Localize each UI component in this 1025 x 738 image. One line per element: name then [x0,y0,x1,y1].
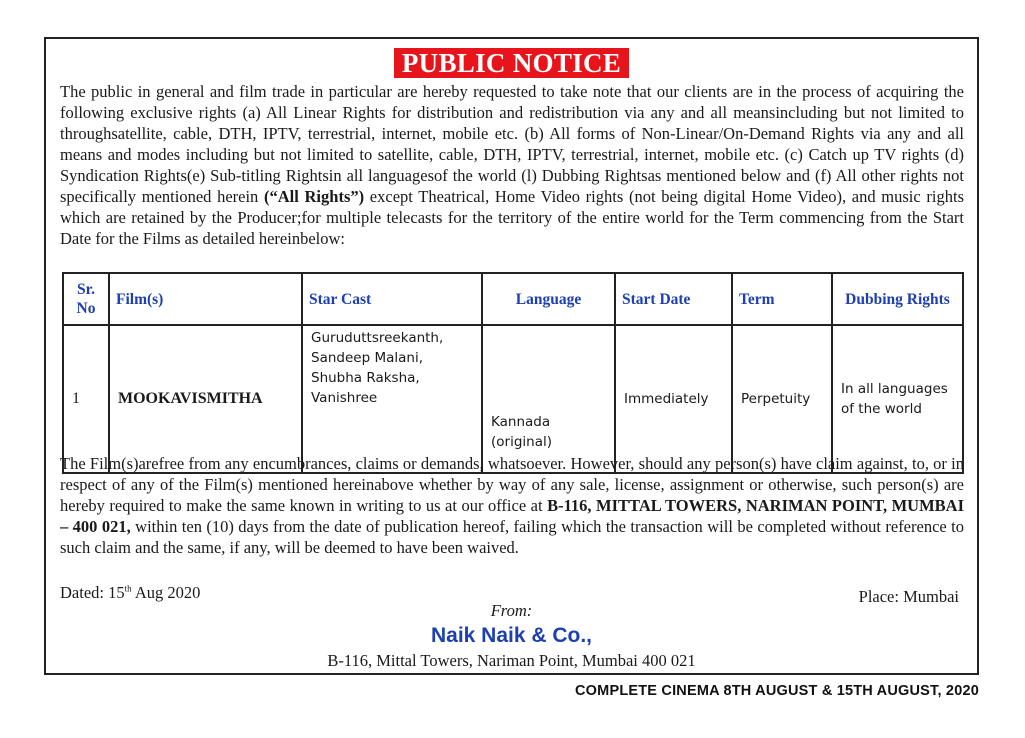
header-star-cast: Star Cast [302,273,482,325]
closing-paragraph [60,453,964,569]
cell-film: MOOKAVISMITHA [109,325,302,473]
header-sr-no: Sr. No [63,273,109,325]
firm-name: Naik Naik & Co., [430,624,593,647]
publication-footer: COMPLETE CINEMA 8TH AUGUST & 15TH AUGUST, 2020 [575,683,979,699]
cell-dubbing: In all languages of the world [832,325,963,473]
dated-prefix: Dated: 15 [60,583,125,602]
intro-text-1: The public in general and film trade in particular are hereby requested to take note that our clients are in the process of acquiring the following exclusive rights (a) All Linear Rights for distribution and redistribution via any and all meansincluding but not limited to throughsatellite, cable, DTH, IPTV, terrestrial, internet, mobile etc. (b) All forms of Non-Linear/On-Demand Rights via any and all means and modes including but not limited to satellite, cable, DTH, IPTV, terrestrial, internet, mobile etc. (c) Catch up TV rights (d) Syndication Rights(e) Sub-titling Rightsin all languagesof the world (l) Dubbing Rightsas mentioned below and (f) All other rights not specifically mentioned herein [60,82,964,206]
closing-text-2: within ten (10) days from the date of publication hereof, failing which the transaction will be completed without reference to such claim and the same, if any, will be deemed to have been waived. [60,517,964,557]
header-language: Language [482,273,615,325]
header-start-date: Start Date [615,273,732,325]
place-line: Place: Mumbai [858,587,959,606]
header-dubbing-rights: Dubbing Rights [832,273,963,325]
cell-start-date: Immediately [615,325,732,473]
firm-address: B-116, Mittal Towers, Nariman Point, Mumbai 400 021 [327,651,696,670]
table-header-row [63,273,963,325]
cell-cast: Guruduttsreekanth, Sandeep Malani, Shubha Raksha, Vanishree [302,325,482,473]
from-label: From: [490,601,533,620]
header-films: Film(s) [109,273,302,325]
dated-suffix: Aug 2020 [131,583,201,602]
notice-frame [44,37,979,675]
header-term: Term [732,273,832,325]
dated-line [60,583,200,603]
intro-bold-text: (“All Rights”) [264,187,365,206]
notice-title: PUBLIC NOTICE [394,48,629,78]
table-row [63,325,963,473]
cell-sr: 1 [63,325,109,473]
closing-bold-address: B-116, MITTAL TOWERS, NARIMAN POINT, MUMBAI – 400 021, [60,496,964,536]
dated-sup: th [124,583,132,594]
intro-text-2: except Theatrical, Home Video rights (not being digital Home Video), and music rights which are retained by the Producer;for multiple telecasts for the territory of the entire world for the Term commencing from the Start Date for the Films as detailed hereinbelow: [60,187,964,248]
title-wrap [46,48,977,78]
films-table [62,272,964,474]
cell-language: Kannada (original) [482,325,615,473]
closing-text-1: The Film(s)arefree from any encumbrances, claims or demands, whatsoever. However, should any person(s) have claim against, to, or in respect of any of the Film(s) mentioned hereinabove whether by way of any sale, license, assignment or otherwise, such person(s) are hereby required to make the same known in writing to us at our office at [60,454,964,515]
cell-term: Perpetuity [732,325,832,473]
